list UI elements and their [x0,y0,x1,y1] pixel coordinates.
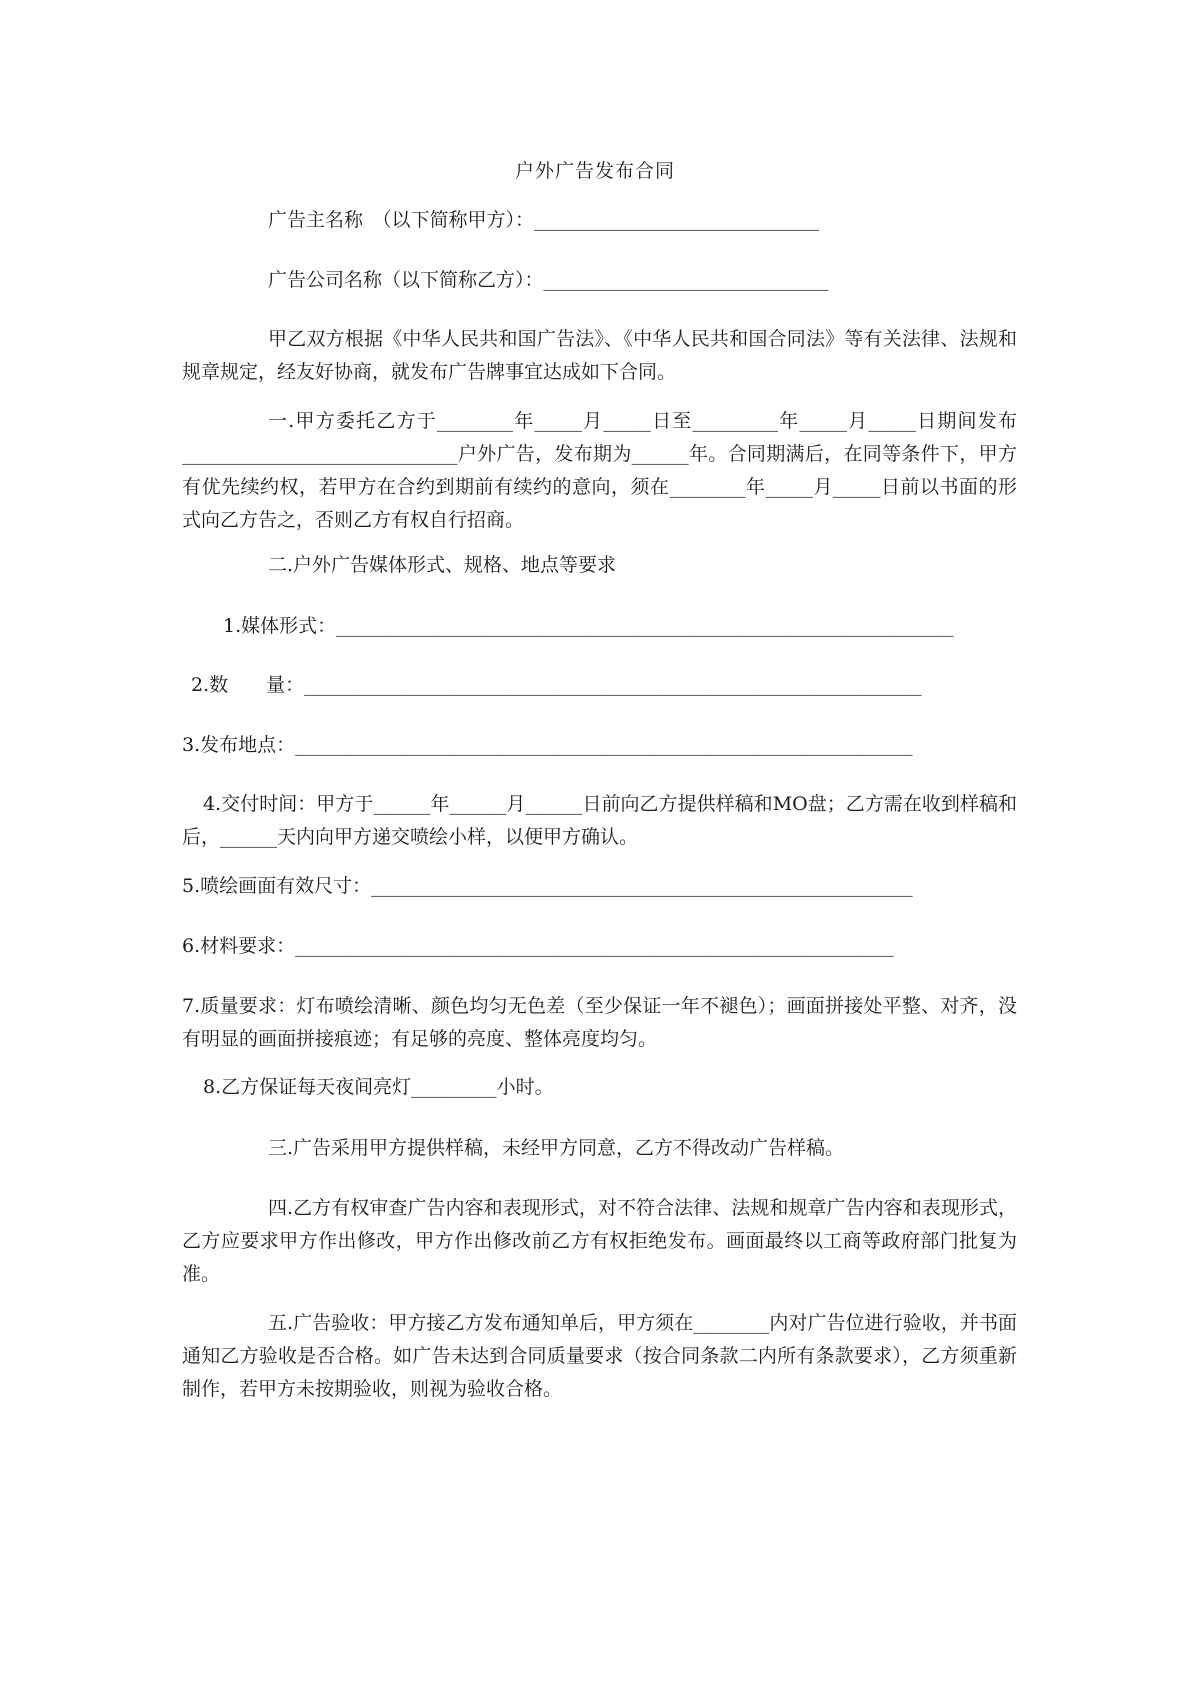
clause-4: 四.乙方有权审查广告内容和表现形式，对不符合法律、法规和规章广告内容和表现形式，乙方应要求甲方作出修改，甲方作出修改前乙方有权拒绝发布。画面最终以工商等政府部门批复为准。 [182,1197,1017,1285]
party-a-line: 广告主名称 （以下简称甲方）：______________________________ [268,209,820,231]
item-7-quality: 7.质量要求：灯布喷绘清晰、颜色均匀无色差（至少保证一年不褪色）；画面拼接处平整、对齐，没有明显的画面拼接痕迹；有足够的亮度、整体亮度均匀。 [182,995,1017,1050]
document-title: 户外广告发布合同 [514,160,675,182]
clause-5: 五.广告验收：甲方接乙方发布通知单后，甲方须在________内对广告位进行验收，并书面通知乙方验收是否合格。如广告未达到合同质量要求（按合同条款二内所有条款要求），乙方须重新制作，若甲方未按期验收，则视为验收合格。 [182,1312,1017,1400]
item-4-delivery-time: 4.交付时间：甲方于______年______月______日前向乙方提供样稿和MO盘；乙方需在收到样稿和后，______天内向甲方递交喷绘小样，以便甲方确认。 [182,793,1017,848]
item-6-material: 6.材料要求：_______________________________________________________________ [182,935,894,957]
clause-3: 三.广告采用甲方提供样稿，未经甲方同意，乙方不得改动广告样稿。 [268,1137,845,1159]
intro-paragraph: 甲乙双方根据《中华人民共和国广告法》、《中华人民共和国合同法》等有关法律、法规和规章规定，经友好协商，就发布广告牌事宜达成如下合同。 [182,328,1017,383]
item-5-print-size: 5.喷绘画面有效尺寸：_________________________________________________________ [182,875,913,897]
clause-2-heading: 二.户外广告媒体形式、规格、地点等要求 [268,554,617,576]
item-2-quantity: 2.数 量：_________________________________________________________________ [191,674,922,696]
clause-1: 一.甲方委托乙方于________年_____月_____日至_________年_____月_____日期间发布_____________________________户外广告，发布期为______年。合同期满后，在同等条件下，甲方有优先续约权，若甲方在合约到期前有续约的意向，须在________年_____月_____日前以书面的形式向乙方告之，否则乙方有权自行招商。 [182,410,1017,531]
item-8-lighting: 8.乙方保证每天夜间亮灯_________小时。 [203,1076,554,1098]
item-1-media-form: 1.媒体形式：_________________________________________________________________ [223,615,954,637]
item-3-location: 3.发布地点：_________________________________________________________________ [182,734,913,756]
party-b-line: 广告公司名称（以下简称乙方）：______________________________ [268,269,829,291]
